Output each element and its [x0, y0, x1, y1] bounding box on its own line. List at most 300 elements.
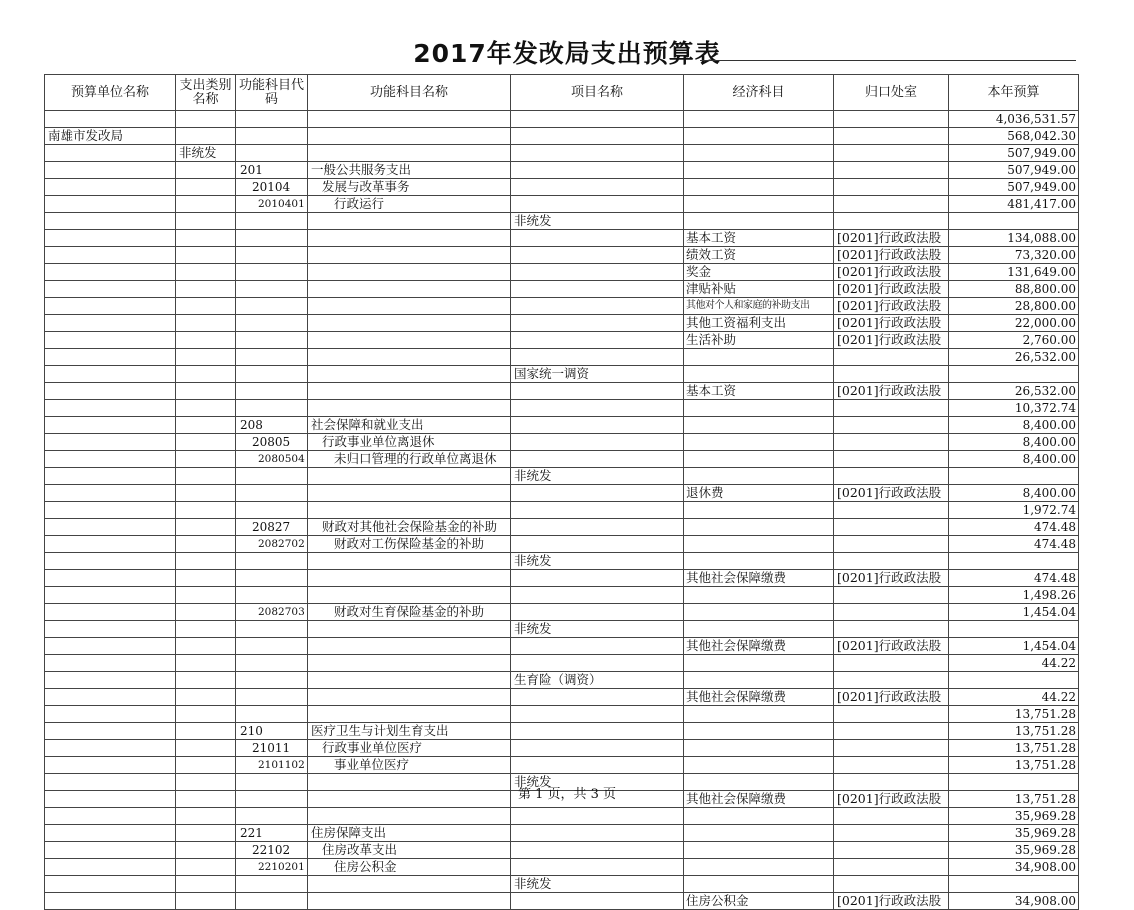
table-row	[45, 434, 1079, 451]
cell-office: [0201]行政政法股	[834, 247, 949, 264]
cell-project	[511, 451, 684, 468]
cell-budget: 13,751.28	[949, 740, 1079, 757]
cell-unit	[45, 672, 176, 689]
cell-econ: 其他社会保障缴费	[684, 570, 834, 587]
cell-project	[511, 740, 684, 757]
cell-budget: 8,400.00	[949, 451, 1079, 468]
cell-project	[511, 519, 684, 536]
cell-econ	[684, 621, 834, 638]
cell-code: 2010401	[236, 196, 308, 213]
cell-office: [0201]行政政法股	[834, 485, 949, 502]
table-row	[45, 553, 1079, 570]
cell-category	[176, 451, 236, 468]
table-row	[45, 672, 1079, 689]
cell-office	[834, 179, 949, 196]
cell-office	[834, 842, 949, 859]
cell-econ: 其他社会保障缴费	[684, 689, 834, 706]
col-header-unit: 预算单位名称	[45, 75, 176, 111]
cell-unit	[45, 162, 176, 179]
cell-office: [0201]行政政法股	[834, 230, 949, 247]
table-row	[45, 196, 1079, 213]
cell-econ	[684, 536, 834, 553]
cell-category	[176, 111, 236, 128]
cell-unit	[45, 383, 176, 400]
cell-econ	[684, 179, 834, 196]
table-row	[45, 332, 1079, 349]
cell-office: [0201]行政政法股	[834, 689, 949, 706]
cell-office	[834, 825, 949, 842]
cell-func-name	[308, 468, 511, 485]
table-row	[45, 842, 1079, 859]
cell-func-name	[308, 655, 511, 672]
table-row	[45, 740, 1079, 757]
table-row	[45, 179, 1079, 196]
table-row	[45, 417, 1079, 434]
cell-category	[176, 502, 236, 519]
cell-func-name	[308, 315, 511, 332]
cell-unit	[45, 111, 176, 128]
cell-func-name	[308, 264, 511, 281]
cell-code	[236, 264, 308, 281]
cell-code: 201	[236, 162, 308, 179]
cell-func-name	[308, 485, 511, 502]
cell-unit	[45, 213, 176, 230]
cell-project	[511, 332, 684, 349]
cell-office	[834, 672, 949, 689]
cell-code	[236, 706, 308, 723]
table-row	[45, 128, 1079, 145]
cell-category	[176, 570, 236, 587]
table-row	[45, 145, 1079, 162]
cell-func-name: 行政事业单位医疗	[308, 740, 511, 757]
cell-code	[236, 349, 308, 366]
cell-econ	[684, 366, 834, 383]
cell-func-name	[308, 332, 511, 349]
cell-project: 非统发	[511, 774, 684, 791]
cell-econ	[684, 519, 834, 536]
cell-func-name	[308, 553, 511, 570]
cell-econ	[684, 825, 834, 842]
cell-econ	[684, 672, 834, 689]
cell-project	[511, 315, 684, 332]
cell-budget	[949, 468, 1079, 485]
cell-econ: 基本工资	[684, 230, 834, 247]
cell-func-name: 住房改革支出	[308, 842, 511, 859]
cell-econ	[684, 196, 834, 213]
cell-project	[511, 417, 684, 434]
cell-code	[236, 383, 308, 400]
cell-budget: 474.48	[949, 570, 1079, 587]
cell-func-name	[308, 808, 511, 825]
cell-func-name: 财政对其他社会保险基金的补助	[308, 519, 511, 536]
page-footer: 第 1 页，共 3 页	[517, 787, 617, 802]
cell-func-name	[308, 366, 511, 383]
cell-office: [0201]行政政法股	[834, 332, 949, 349]
table-row	[45, 366, 1079, 383]
cell-code	[236, 638, 308, 655]
cell-category	[176, 281, 236, 298]
cell-func-name: 财政对工伤保险基金的补助	[308, 536, 511, 553]
cell-category	[176, 162, 236, 179]
cell-budget: 13,751.28	[949, 723, 1079, 740]
cell-project	[511, 638, 684, 655]
cell-code	[236, 655, 308, 672]
cell-econ	[684, 808, 834, 825]
cell-func-name	[308, 349, 511, 366]
cell-budget: 88,800.00	[949, 281, 1079, 298]
cell-project	[511, 502, 684, 519]
cell-func-name	[308, 145, 511, 162]
cell-unit	[45, 468, 176, 485]
cell-unit	[45, 281, 176, 298]
cell-office	[834, 502, 949, 519]
cell-func-name	[308, 247, 511, 264]
cell-category	[176, 808, 236, 825]
cell-office	[834, 434, 949, 451]
cell-func-name	[308, 400, 511, 417]
cell-budget: 35,969.28	[949, 842, 1079, 859]
cell-budget: 35,969.28	[949, 825, 1079, 842]
cell-econ	[684, 553, 834, 570]
cell-budget: 1,972.74	[949, 502, 1079, 519]
cell-unit	[45, 553, 176, 570]
cell-budget: 4,036,531.57	[949, 111, 1079, 128]
cell-office	[834, 723, 949, 740]
cell-category	[176, 400, 236, 417]
cell-category	[176, 213, 236, 230]
cell-code	[236, 587, 308, 604]
cell-project	[511, 808, 684, 825]
cell-office	[834, 621, 949, 638]
cell-code	[236, 128, 308, 145]
cell-code	[236, 553, 308, 570]
cell-office: [0201]行政政法股	[834, 298, 949, 315]
cell-category	[176, 349, 236, 366]
cell-project	[511, 757, 684, 774]
cell-project	[511, 281, 684, 298]
cell-unit	[45, 587, 176, 604]
cell-code	[236, 247, 308, 264]
cell-code	[236, 808, 308, 825]
cell-econ	[684, 842, 834, 859]
cell-project	[511, 859, 684, 876]
cell-office	[834, 757, 949, 774]
cell-office	[834, 706, 949, 723]
cell-econ: 住房公积金	[684, 893, 834, 910]
table-row	[45, 536, 1079, 553]
cell-code	[236, 672, 308, 689]
cell-budget: 44.22	[949, 655, 1079, 672]
cell-unit	[45, 859, 176, 876]
cell-project	[511, 570, 684, 587]
cell-category	[176, 859, 236, 876]
cell-func-name: 事业单位医疗	[308, 757, 511, 774]
cell-func-name	[308, 111, 511, 128]
cell-func-name: 住房公积金	[308, 859, 511, 876]
cell-project: 非统发	[511, 621, 684, 638]
table-row	[45, 876, 1079, 893]
cell-office	[834, 553, 949, 570]
cell-project	[511, 587, 684, 604]
cell-func-name	[308, 706, 511, 723]
cell-unit	[45, 400, 176, 417]
cell-econ	[684, 502, 834, 519]
cell-econ	[684, 451, 834, 468]
cell-unit	[45, 179, 176, 196]
cell-office	[834, 808, 949, 825]
cell-category	[176, 876, 236, 893]
cell-budget: 28,800.00	[949, 298, 1079, 315]
cell-office	[834, 400, 949, 417]
cell-office	[834, 213, 949, 230]
table-row	[45, 570, 1079, 587]
cell-project	[511, 145, 684, 162]
cell-budget: 507,949.00	[949, 179, 1079, 196]
cell-category	[176, 332, 236, 349]
cell-unit	[45, 842, 176, 859]
table-row	[45, 247, 1079, 264]
cell-func-name	[308, 128, 511, 145]
cell-budget	[949, 672, 1079, 689]
cell-unit	[45, 366, 176, 383]
cell-office	[834, 162, 949, 179]
table-row	[45, 298, 1079, 315]
cell-code: 221	[236, 825, 308, 842]
cell-office	[834, 587, 949, 604]
table-row	[45, 706, 1079, 723]
cell-code: 20827	[236, 519, 308, 536]
cell-category	[176, 179, 236, 196]
cell-unit	[45, 655, 176, 672]
page-title: 2017年发改局支出预算表	[413, 39, 721, 68]
cell-office	[834, 366, 949, 383]
cell-unit	[45, 247, 176, 264]
cell-func-name	[308, 213, 511, 230]
cell-budget: 22,000.00	[949, 315, 1079, 332]
cell-func-name	[308, 587, 511, 604]
table-row	[45, 638, 1079, 655]
col-header-project: 项目名称	[511, 75, 684, 111]
cell-project	[511, 264, 684, 281]
cell-code	[236, 621, 308, 638]
cell-func-name	[308, 638, 511, 655]
cell-func-name: 发展与改革事务	[308, 179, 511, 196]
cell-unit	[45, 825, 176, 842]
cell-unit	[45, 893, 176, 910]
cell-econ: 其他社会保障缴费	[684, 791, 834, 808]
cell-func-name	[308, 298, 511, 315]
cell-budget: 26,532.00	[949, 383, 1079, 400]
cell-unit	[45, 315, 176, 332]
cell-category	[176, 638, 236, 655]
table-row	[45, 162, 1079, 179]
cell-category	[176, 689, 236, 706]
cell-category	[176, 604, 236, 621]
col-header-code: 功能科目代码	[236, 75, 308, 111]
cell-func-name: 医疗卫生与计划生育支出	[308, 723, 511, 740]
cell-code	[236, 281, 308, 298]
cell-code	[236, 876, 308, 893]
cell-code: 210	[236, 723, 308, 740]
cell-econ: 其他社会保障缴费	[684, 638, 834, 655]
cell-func-name	[308, 230, 511, 247]
cell-category	[176, 655, 236, 672]
cell-unit	[45, 808, 176, 825]
cell-project	[511, 383, 684, 400]
col-header-category: 支出类别名称	[176, 75, 236, 111]
cell-budget	[949, 553, 1079, 570]
header-row	[45, 75, 1079, 111]
cell-project	[511, 723, 684, 740]
cell-office	[834, 519, 949, 536]
cell-category	[176, 553, 236, 570]
cell-func-name: 行政运行	[308, 196, 511, 213]
cell-budget: 481,417.00	[949, 196, 1079, 213]
cell-project: 非统发	[511, 876, 684, 893]
cell-budget: 2,760.00	[949, 332, 1079, 349]
cell-econ: 其他工资福利支出	[684, 315, 834, 332]
cell-econ	[684, 162, 834, 179]
cell-budget: 568,042.30	[949, 128, 1079, 145]
cell-unit	[45, 196, 176, 213]
cell-func-name	[308, 689, 511, 706]
table-row	[45, 230, 1079, 247]
cell-econ: 基本工资	[684, 383, 834, 400]
cell-code	[236, 468, 308, 485]
cell-project	[511, 689, 684, 706]
cell-category	[176, 383, 236, 400]
col-header-econ: 经济科目	[684, 75, 834, 111]
cell-econ	[684, 740, 834, 757]
cell-unit	[45, 502, 176, 519]
cell-code	[236, 502, 308, 519]
cell-code: 22102	[236, 842, 308, 859]
cell-category	[176, 842, 236, 859]
cell-budget: 73,320.00	[949, 247, 1079, 264]
cell-func-name: 住房保障支出	[308, 825, 511, 842]
cell-unit	[45, 621, 176, 638]
cell-office	[834, 128, 949, 145]
title-underline	[700, 60, 1076, 61]
cell-project: 非统发	[511, 213, 684, 230]
cell-project	[511, 893, 684, 910]
cell-office	[834, 196, 949, 213]
cell-category	[176, 723, 236, 740]
cell-code	[236, 145, 308, 162]
cell-office	[834, 417, 949, 434]
cell-budget: 13,751.28	[949, 791, 1079, 808]
cell-econ	[684, 145, 834, 162]
cell-project	[511, 604, 684, 621]
cell-category	[176, 315, 236, 332]
cell-office: [0201]行政政法股	[834, 264, 949, 281]
cell-code	[236, 400, 308, 417]
cell-project: 非统发	[511, 553, 684, 570]
cell-project	[511, 842, 684, 859]
cell-budget: 474.48	[949, 536, 1079, 553]
table-row	[45, 655, 1079, 672]
cell-econ: 津贴补贴	[684, 281, 834, 298]
table-row	[45, 400, 1079, 417]
cell-budget: 474.48	[949, 519, 1079, 536]
cell-category	[176, 825, 236, 842]
cell-office: [0201]行政政法股	[834, 315, 949, 332]
cell-project	[511, 128, 684, 145]
cell-econ: 生活补助	[684, 332, 834, 349]
cell-unit	[45, 723, 176, 740]
cell-budget: 44.22	[949, 689, 1079, 706]
cell-unit	[45, 689, 176, 706]
cell-category	[176, 706, 236, 723]
cell-category	[176, 536, 236, 553]
col-header-office: 归口处室	[834, 75, 949, 111]
cell-unit	[45, 298, 176, 315]
table-row	[45, 604, 1079, 621]
cell-project: 非统发	[511, 468, 684, 485]
cell-category	[176, 621, 236, 638]
cell-budget: 34,908.00	[949, 859, 1079, 876]
cell-econ	[684, 876, 834, 893]
cell-unit	[45, 451, 176, 468]
cell-office: [0201]行政政法股	[834, 893, 949, 910]
cell-code	[236, 366, 308, 383]
cell-func-name	[308, 876, 511, 893]
cell-func-name: 社会保障和就业支出	[308, 417, 511, 434]
cell-func-name	[308, 383, 511, 400]
table-row	[45, 315, 1079, 332]
table-row	[45, 213, 1079, 230]
cell-category	[176, 264, 236, 281]
table-row	[45, 519, 1079, 536]
cell-budget	[949, 366, 1079, 383]
cell-econ: 退休费	[684, 485, 834, 502]
cell-econ	[684, 213, 834, 230]
cell-project	[511, 196, 684, 213]
cell-budget: 10,372.74	[949, 400, 1079, 417]
cell-unit	[45, 519, 176, 536]
cell-func-name	[308, 893, 511, 910]
cell-unit	[45, 417, 176, 434]
table-row	[45, 587, 1079, 604]
cell-econ	[684, 468, 834, 485]
cell-code: 208	[236, 417, 308, 434]
table-row	[45, 808, 1079, 825]
cell-code	[236, 485, 308, 502]
cell-econ	[684, 417, 834, 434]
cell-econ	[684, 859, 834, 876]
cell-func-name: 行政事业单位离退休	[308, 434, 511, 451]
cell-office	[834, 604, 949, 621]
cell-unit: 南雄市发改局	[45, 128, 176, 145]
cell-budget: 507,949.00	[949, 162, 1079, 179]
cell-func-name: 财政对生育保险基金的补助	[308, 604, 511, 621]
cell-unit	[45, 145, 176, 162]
cell-econ: 奖金	[684, 264, 834, 281]
cell-func-name	[308, 570, 511, 587]
cell-category	[176, 485, 236, 502]
cell-category	[176, 434, 236, 451]
cell-category	[176, 247, 236, 264]
cell-budget: 34,908.00	[949, 893, 1079, 910]
cell-func-name	[308, 621, 511, 638]
table-row	[45, 111, 1079, 128]
table-row	[45, 723, 1079, 740]
cell-office	[834, 451, 949, 468]
cell-project	[511, 485, 684, 502]
cell-category	[176, 757, 236, 774]
cell-budget: 134,088.00	[949, 230, 1079, 247]
cell-code: 20805	[236, 434, 308, 451]
